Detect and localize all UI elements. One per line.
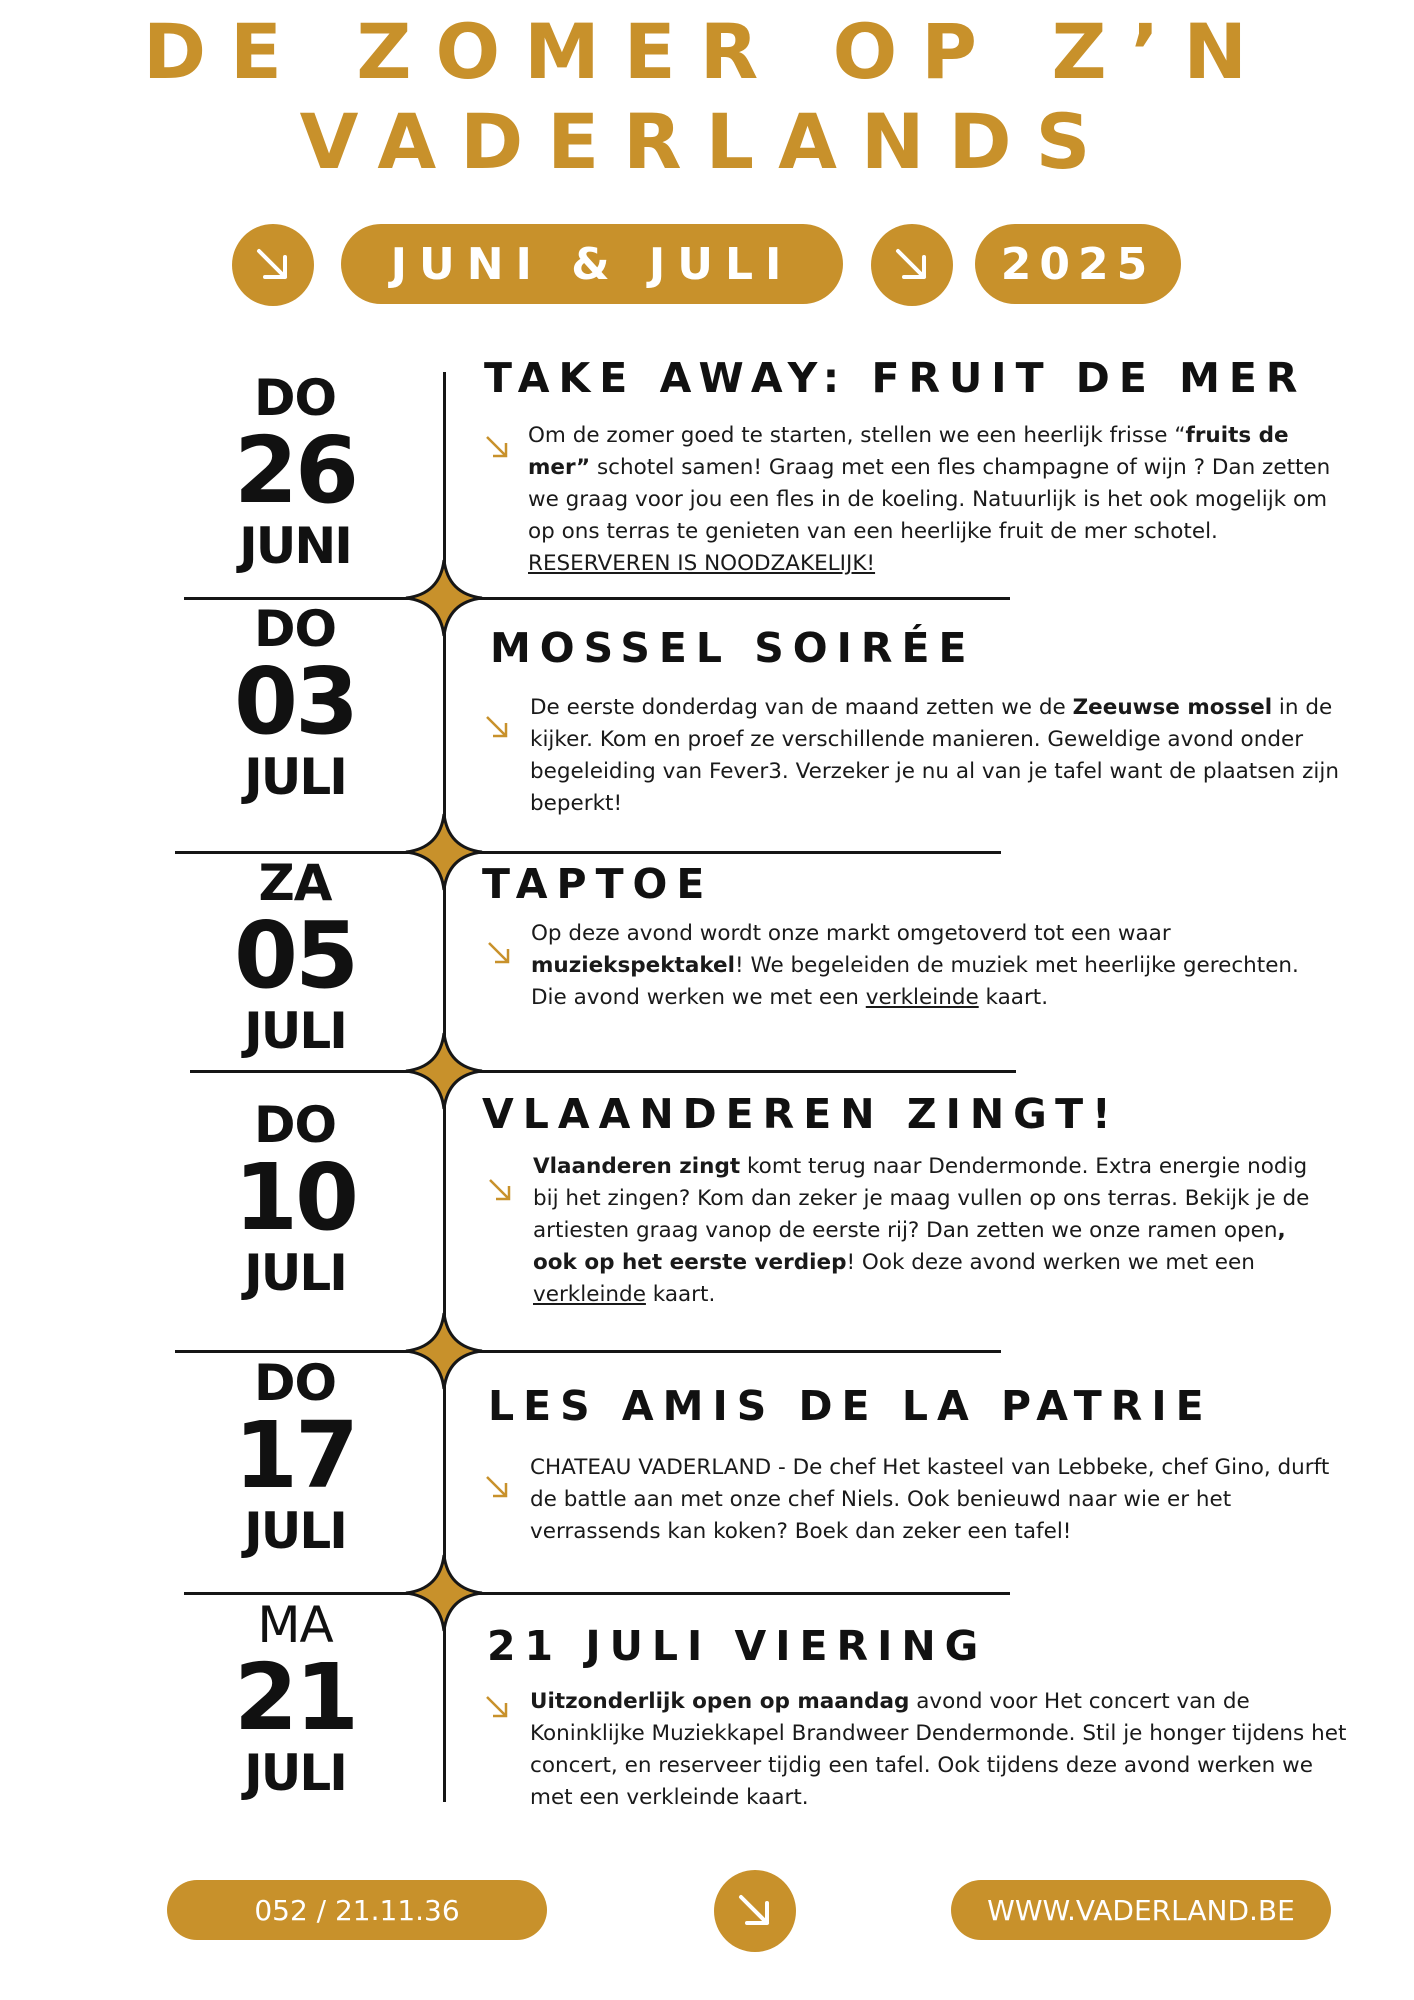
event-month: JULI — [244, 1244, 346, 1302]
header-arrow-icon-left — [232, 224, 314, 306]
event-date — [190, 1096, 400, 1302]
desc-bold: fruits de mer” — [528, 423, 1289, 480]
separator-3 — [190, 1070, 1016, 1073]
desc-text: CHATEAU VADERLAND - De chef Het kasteel van Lebbeke, chef Gino, durft de battle aan met onze chef Niels. Ook benieuwd naar wie er het verrassends kan koken? Boek dan zeker een tafel! — [530, 1455, 1330, 1544]
event-month: JULI — [244, 1502, 346, 1560]
desc-text: schotel samen! Graag met een fles champagne of wijn ? Dan zetten we graag voor jou een fles in de koeling. Natuurlijk is het ook mogelijk om op ons terras te genieten van een heerlijke fruit de mer schotel. — [528, 455, 1331, 544]
desc-bold: Uitzonderlijk open op maandag — [530, 1689, 910, 1714]
desc-bold: muziekspektakel — [531, 953, 735, 978]
desc-text: komt terug naar Dendermonde. Extra energie nodig bij het zingen? Kom dan zeker je maag vullen op ons terras. Bekijk je de artiesten graag vanop de eerste rij? Dan zetten we onze ramen open — [533, 1154, 1310, 1243]
desc-text: ! Ook deze avond werken we met een — [846, 1250, 1255, 1275]
event-date — [190, 854, 400, 1060]
event-day: 05 — [233, 902, 357, 1009]
desc-text: in de kijker. Kom en proef ze verschillende manieren. Geweldige avond onder begeleiding van Fever3. Verzeker je nu al van je tafel want de plaatsen zijn beperkt! — [530, 695, 1339, 816]
event-title: MOSSEL SOIRÉE — [490, 624, 976, 672]
event-date — [190, 1596, 400, 1802]
desc-bold: , ook op het eerste verdiep — [533, 1218, 1286, 1275]
separator-5 — [184, 1592, 1010, 1595]
event-weekday: DO — [253, 369, 336, 427]
desc-text: De eerste donderdag van de maand zetten we de — [530, 695, 1073, 720]
event-description — [531, 918, 1356, 1014]
event-weekday: DO — [253, 1096, 336, 1154]
event-weekday: ZA — [258, 854, 332, 912]
event-day: 17 — [233, 1402, 357, 1509]
desc-text: Die avond werken we met een — [531, 985, 866, 1010]
event-weekday: MA — [257, 1596, 333, 1654]
year-label: 2025 — [1000, 238, 1156, 290]
desc-bold: Vlaanderen zingt — [533, 1154, 741, 1179]
header-arrow-icon-right — [871, 224, 953, 306]
star-diamond-icon — [404, 1311, 484, 1391]
event-description — [530, 692, 1340, 820]
desc-bold: Zeeuwse mossel — [1072, 695, 1273, 720]
footer-arrow-icon — [714, 1870, 796, 1952]
desc-underline: verkleinde — [533, 1282, 646, 1307]
desc-text: Op deze avond wordt onze markt omgetoverd tot een waar — [531, 921, 1171, 946]
desc-text: Om de zomer goed te starten, stellen we een heerlijk frisse “ — [528, 423, 1186, 448]
event-month: JUNI — [239, 517, 351, 575]
arrow-down-right-icon — [484, 434, 510, 460]
title-line-1: DE ZOMER OP Z’N — [142, 7, 1272, 96]
event-date — [190, 1354, 400, 1560]
phone-pill — [167, 1880, 547, 1940]
star-diamond-icon — [404, 1031, 484, 1111]
event-day: 03 — [233, 648, 357, 755]
desc-text: kaart. — [645, 1282, 716, 1307]
event-description — [530, 1452, 1350, 1548]
period-pill — [341, 224, 843, 304]
year-pill — [975, 224, 1181, 304]
event-description — [533, 1151, 1333, 1311]
event-month: JULI — [244, 748, 346, 806]
event-weekday: DO — [253, 1354, 336, 1412]
website-pill[interactable] — [951, 1880, 1331, 1940]
title-line-2: VADERLANDS — [299, 97, 1115, 186]
event-description — [528, 420, 1348, 580]
event-title: VLAANDEREN ZINGT! — [482, 1090, 1120, 1138]
event-title: 21 JULI VIERING — [487, 1622, 988, 1670]
event-day: 10 — [233, 1144, 357, 1251]
phone-number: 052 / 21.11.36 — [254, 1893, 460, 1927]
arrow-down-right-icon — [487, 1177, 513, 1203]
period-label: JUNI & JULI — [390, 238, 794, 290]
arrow-down-right-icon — [484, 714, 510, 740]
event-date — [190, 369, 400, 575]
desc-text: avond voor Het concert van de Koninklijke Muziekkapel Brandweer Dendermonde. Stil je honger tijdens het concert, en reserveer tijdig een tafel. Ook tijdens deze avond werken we met een verkleinde kaart. — [530, 1689, 1347, 1810]
event-day: 26 — [233, 417, 357, 524]
event-weekday: DO — [253, 600, 336, 658]
reservation-note: RESERVEREN IS NOODZAKELIJK! — [528, 551, 876, 576]
desc-underline: verkleinde — [865, 985, 979, 1010]
star-diamond-icon — [404, 812, 484, 892]
event-title: TAKE AWAY: FRUIT DE MER — [484, 354, 1307, 402]
event-month: JULI — [244, 1744, 346, 1802]
event-month: JULI — [244, 1002, 346, 1060]
arrow-down-right-icon — [484, 1694, 510, 1720]
star-diamond-icon — [404, 558, 484, 638]
event-description — [530, 1686, 1350, 1814]
arrow-down-right-icon — [484, 1474, 510, 1500]
website-link[interactable]: WWW.VADERLAND.BE — [987, 1893, 1295, 1927]
event-title: TAPTOE — [482, 860, 714, 908]
event-title: LES AMIS DE LA PATRIE — [488, 1382, 1213, 1430]
event-date — [190, 600, 400, 806]
event-day: 21 — [233, 1644, 357, 1751]
arrow-down-right-icon — [486, 940, 512, 966]
desc-text: ! We begeleiden de muziek met heerlijke gerechten. — [735, 953, 1299, 978]
separator-4 — [175, 1350, 1001, 1353]
desc-text: kaart. — [978, 985, 1049, 1010]
star-diamond-icon — [404, 1553, 484, 1633]
